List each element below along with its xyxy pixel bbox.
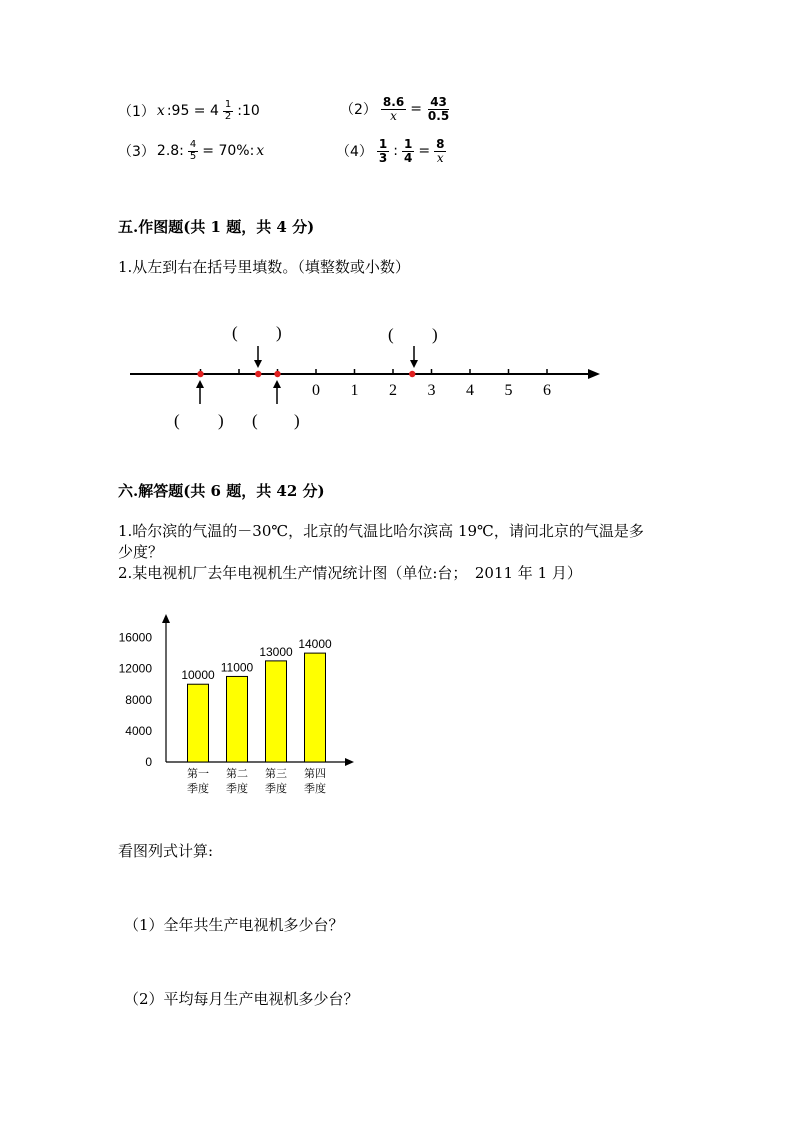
category-label: 第三 [265,768,287,780]
number-line-point [255,371,261,377]
equation-text: :10 [237,103,260,119]
fraction-numerator: 8.6 [382,95,405,109]
number-line-point [274,371,280,377]
fraction-denominator: 0.5 [427,108,450,123]
answer-blank-open[interactable]: ( [252,411,258,430]
fraction-numerator: 8 [436,137,445,151]
equation-text: 2.8: [156,143,184,159]
equation-4 [336,138,448,164]
equation-2 [340,96,453,122]
fraction-denominator: x [390,108,397,123]
fraction-denominator: 3 [378,150,388,165]
equation-fraction [426,96,451,122]
fraction-denominator: x [436,150,444,165]
equation-variable: x [256,143,265,159]
equation-variable: x [156,103,165,119]
sub-question-1: （1）全年共生产电视机多少台？ [124,916,344,934]
y-tick-label: 0 [145,755,152,769]
equation-number: （2） [340,102,377,119]
number-line-label: 3 [427,382,436,399]
equation-fraction [402,138,414,164]
equation-3 [118,140,264,162]
chart-bar [227,676,248,762]
equals-sign: = [418,143,431,160]
ratio-colon: : [393,143,398,160]
equals-sign: = [410,101,422,118]
number-line-label: 0 [312,382,320,399]
section-5-question-1: 1.从左到右在括号里填数。（填整数或小数） [118,258,410,276]
answer-blank-open[interactable]: ( [174,411,180,430]
sub-question-2: （2）平均每月生产电视机多少台？ [124,990,359,1008]
number-line-label: 1 [350,382,359,399]
y-axis-arrow-icon [162,614,170,623]
section-6-question-1-line-1: 1.哈尔滨的气温的－30℃，北京的气温比哈尔滨高 19℃，请问北京的气温是多 [118,522,644,540]
fraction-denominator: 2 [224,110,232,122]
calculation-prompt: 看图列式计算: [118,842,214,860]
equation-fraction [381,96,406,122]
bar-value-label: 10000 [181,668,215,683]
chart-bar [188,684,209,762]
y-tick-label: 16000 [118,630,152,645]
fraction-numerator: 1 [224,99,232,110]
equation-number: （4） [336,144,373,161]
answer-blank-close[interactable]: ) [294,411,300,430]
answer-blank-close[interactable]: ) [276,323,282,342]
category-label: 第一 [187,768,209,780]
equation-fraction [377,138,389,164]
equation-fraction [434,138,446,164]
fraction-numerator: 1 [404,137,413,151]
fraction-numerator: 1 [378,137,388,151]
production-bar-chart [110,614,370,804]
y-tick-label: 4000 [125,723,152,738]
section-6-question-2: 2.某电视机厂去年电视机生产情况统计图（单位:台； 2011 年 1 月） [118,564,582,582]
fraction-numerator: 4 [189,139,197,150]
category-label: 季度 [226,783,248,795]
bar-value-label: 11000 [220,660,254,675]
section-5-heading: 五.作图题(共 1 题，共 4 分) [118,218,315,236]
bar-value-label: 14000 [298,637,332,652]
number-line-label: 4 [466,382,474,399]
answer-blank-close[interactable]: ) [432,325,438,344]
equation-text: = 70%: [202,143,255,159]
y-tick-label: 12000 [118,661,152,676]
number-line-point [197,371,203,377]
equation-number: （3） [118,144,155,160]
fraction-numerator: 43 [430,95,447,109]
section-6-question-1-line-2: 少度？ [118,543,164,561]
number-line-point [409,371,415,377]
answer-blank-open[interactable]: ( [232,323,238,342]
section-6-heading: 六.解答题(共 6 题，共 42 分) [118,482,325,500]
chart-bar [266,661,287,762]
equation-text: :95 = 4 [166,103,219,119]
number-line-label: 5 [504,382,513,399]
up-arrow-head-icon [196,380,204,388]
category-label: 第四 [304,768,326,780]
category-label: 季度 [304,783,326,795]
number-line-arrow-icon [588,369,600,379]
up-arrow-head-icon [273,380,281,388]
category-label: 第二 [226,768,248,780]
chart-bar [305,653,326,762]
number-line-label: 2 [389,382,397,399]
answer-blank-open[interactable]: ( [388,325,394,344]
number-line [120,318,610,438]
x-axis-arrow-icon [345,758,354,766]
category-label: 季度 [187,783,209,795]
fraction-denominator: 5 [189,150,197,162]
equation-1 [118,100,260,122]
equation-fraction [188,140,198,162]
down-arrow-head-icon [254,360,262,368]
number-line-label: 6 [543,382,551,399]
down-arrow-head-icon [410,360,418,368]
category-label: 季度 [265,783,287,795]
fraction-denominator: 4 [404,150,413,165]
equation-fraction [223,100,233,122]
equation-number: （1） [118,104,155,120]
answer-blank-close[interactable]: ) [218,411,224,430]
y-tick-label: 8000 [125,692,152,707]
bar-value-label: 13000 [259,644,293,659]
